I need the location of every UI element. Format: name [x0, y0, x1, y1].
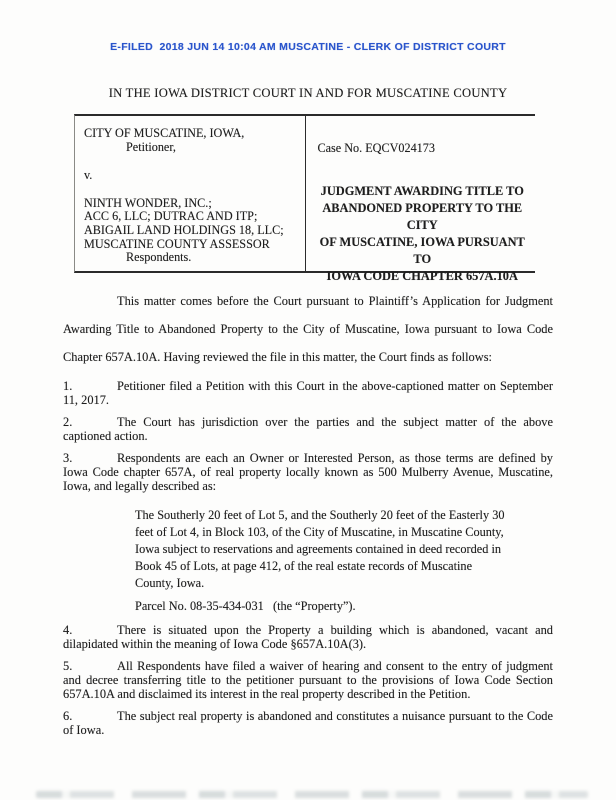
paragraph-number: 4.: [63, 623, 73, 637]
court-title: IN THE IOWA DISTRICT COURT IN AND FOR MUSCATINE COUNTY: [108, 86, 508, 100]
plaintiff-name: CITY OF MUSCATINE, IOWA,: [84, 126, 245, 140]
numbered-paragraph-3: [63, 451, 553, 493]
respondent-line: MUSCATINE COUNTY ASSESSOR: [84, 236, 270, 251]
caption-parties: [75, 116, 306, 271]
legal-description: The Southerly 20 feet of Lot 5, and the Southerly 20 feet of the Easterly 30 feet of Lot 4, in Block 103, of the City of Muscatine, in Muscatine County, Iowa subject to reservations and agreements contained in deed recorded in Book 45 of Lots, at page 412, of the real estate records of Muscatine County, Iowa.: [135, 508, 505, 590]
respondent-line: NINTH WONDER, INC.;: [84, 195, 212, 210]
document-title-line: ABANDONED PROPERTY TO THE CITY: [322, 201, 523, 232]
numbered-paragraph-5: [63, 659, 553, 701]
paragraph-text: Respondents are each an Owner or Interested Person, as those terms are defined by Iowa Code chapter 657A, of real property locally known as 500 Mulberry Avenue, Muscatine, Iowa, and legally described as:: [63, 451, 553, 493]
numbered-paragraph-1: [63, 379, 553, 407]
document-title-line: IOWA CODE CHAPTER 657A.10A: [326, 269, 518, 283]
scan-cutoff-artifact: [36, 791, 588, 798]
case-caption-box: [74, 114, 535, 283]
paragraph-text: Petitioner filed a Petition with this Court in the above-captioned matter on September 11, 2017.: [63, 379, 553, 407]
efiling-banner: E-FILED 2018 JUN 14 10:04 AM MUSCATINE - CLERK OF DISTRICT COURT: [110, 41, 506, 53]
paragraph-text: The subject real property is abandoned and constitutes a nuisance pursuant to the Code of Iowa.: [63, 709, 553, 737]
case-number: Case No. EQCV024173: [317, 141, 435, 155]
numbered-paragraph-6: [63, 709, 553, 737]
paragraph-text: All Respondents have filed a waiver of hearing and consent to the entry of judgment and decree transferring title to the petitioner pursuant to the provisions of Iowa Code Section 657A.10A and disclaimed its interest in the real property described in the Petition.: [63, 659, 553, 701]
caption-case-info: [306, 116, 536, 283]
respondents-role: Respondents.: [126, 250, 192, 265]
paragraph-number: 5.: [63, 659, 73, 673]
paragraph-number: 2.: [63, 415, 73, 429]
numbered-paragraph-4: [63, 623, 553, 651]
respondent-names: [84, 197, 301, 265]
numbered-paragraph-2: [63, 415, 553, 443]
document-body: [63, 287, 553, 737]
paragraph-number: 3.: [63, 451, 73, 465]
paragraph-number: 1.: [63, 379, 73, 393]
document-title-line: JUDGMENT AWARDING TITLE TO: [320, 184, 524, 198]
plaintiff-role: Petitioner,: [126, 139, 176, 154]
intro-paragraph: This matter comes before the Court pursuant to Plaintiff’s Application for Judgment Awarding Title to Abandoned Property to the City of Muscatine, Iowa pursuant to Iowa Code Chapter 657A.10A. Having reviewed the file in this matter, the Court finds as follows:: [63, 294, 553, 364]
respondent-line: ACC 6, LLC; DUTRAC AND ITP;: [84, 209, 258, 224]
respondent-line: ABIGAIL LAND HOLDINGS 18, LLC;: [84, 222, 284, 237]
paragraph-number: 6.: [63, 709, 73, 723]
document-title: [318, 183, 530, 285]
paragraph-text: The Court has jurisdiction over the parties and the subject matter of the above captioned action.: [63, 415, 553, 443]
versus-label: v.: [84, 168, 93, 183]
document-title-line: OF MUSCATINE, IOWA PURSUANT TO: [319, 235, 525, 266]
parcel-number-line: Parcel No. 08-35-434-031 (the “Property”).: [135, 599, 356, 613]
paragraph-text: There is situated upon the Property a building which is abandoned, vacant and dilapidated within the meaning of Iowa Code §657A.10A(3).: [63, 623, 553, 651]
